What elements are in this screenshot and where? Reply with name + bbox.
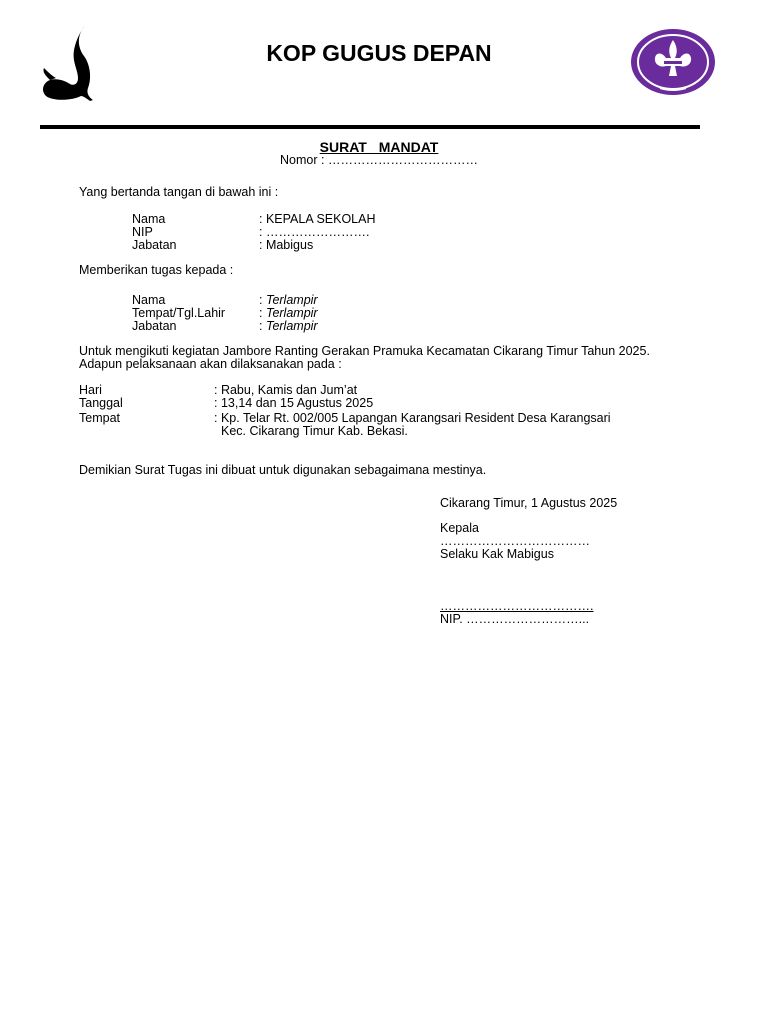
header-divider xyxy=(40,125,700,129)
assign-intro-text: Memberikan tugas kepada : xyxy=(79,263,234,277)
assignee-birth-label: Tempat/Tgl.Lahir xyxy=(132,306,226,320)
schedule-place-value: : Kp. Telar Rt. 002/005 Lapangan Karangsari Resident Desa Karangsari xyxy=(214,411,611,425)
assignee-position-label: Jabatan xyxy=(132,319,177,333)
signature-place-date: Cikarang Timur, 1 Agustus 2025 xyxy=(440,496,618,510)
schedule-date-label: Tanggal xyxy=(79,396,123,410)
intro-text: Yang bertanda tangan di bawah ini : xyxy=(79,185,279,199)
assignee-name-label: Nama xyxy=(132,293,166,307)
assignee-name-value: : Terlampir xyxy=(259,293,318,307)
signer-nip-label: NIP xyxy=(132,225,153,239)
signature-role: Kepala xyxy=(440,521,479,535)
schedule-day-value: : Rabu, Kamis dan Jum’at xyxy=(214,383,358,397)
document-number: Nomor : ……………………………… xyxy=(280,153,478,167)
signature-role-dots: ……………………………… xyxy=(440,534,590,548)
document-title: SURAT MANDAT xyxy=(319,139,439,155)
schedule-day-label: Hari xyxy=(79,383,102,397)
signature-nip: NIP. ………………………... xyxy=(440,612,590,626)
signer-position-value: : Mabigus xyxy=(259,238,314,252)
schedule-date-value: : 13,14 dan 15 Agustus 2025 xyxy=(214,396,374,410)
schedule-place-label: Tempat xyxy=(79,411,120,425)
purpose-line-2: Adapun pelaksanaan akan dilaksanakan pada : xyxy=(79,357,342,371)
signer-position-label: Jabatan xyxy=(132,238,177,252)
purpose-line-1: Untuk mengikuti kegiatan Jambore Ranting Gerakan Pramuka Kecamatan Cikarang Timur Tahun 2025. xyxy=(79,344,650,358)
assignee-position-value: : Terlampir xyxy=(259,319,318,333)
signer-nip-value: : ……………………. xyxy=(259,225,370,239)
signer-name-label: Nama xyxy=(132,212,166,226)
signer-name-value: : KEPALA SEKOLAH xyxy=(259,212,376,226)
closing-text: Demikian Surat Tugas ini dibuat untuk digunakan sebagaimana mestinya. xyxy=(79,463,487,477)
signature-name-line: ………………………………. xyxy=(440,599,594,613)
world-scout-emblem-icon xyxy=(630,28,716,98)
signature-role-line-2: Selaku Kak Mabigus xyxy=(440,547,554,561)
assignee-birth-value: : Terlampir xyxy=(259,306,318,320)
header-title: KOP GUGUS DEPAN xyxy=(266,40,492,66)
schedule-place-line-2: Kec. Cikarang Timur Kab. Bekasi. xyxy=(221,424,408,438)
